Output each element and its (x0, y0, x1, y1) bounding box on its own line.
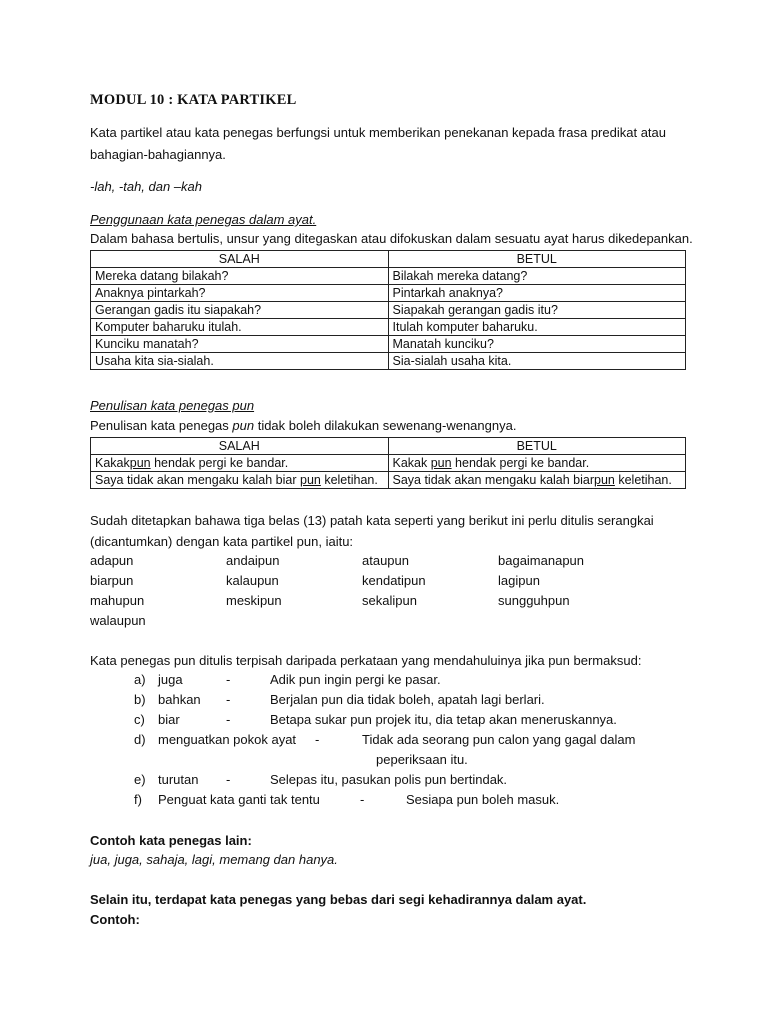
cell-salah: Usaha kita sia-sialah. (91, 353, 389, 370)
cell-salah (91, 472, 389, 489)
section2-text-before: Penulisan kata penegas (90, 418, 233, 433)
list-term: biar (158, 712, 180, 727)
word-item: kendatipun (362, 573, 426, 588)
cell-underlined-text: pun (129, 456, 151, 470)
word-item: andaipun (226, 553, 280, 568)
section1-heading: Penggunaan kata penegas dalam ayat. (90, 212, 317, 227)
list-marker: e) (134, 772, 146, 787)
cell-underlined-text: pun (430, 456, 452, 470)
word-item: sungguhpun (498, 593, 570, 608)
list-dash: - (226, 692, 231, 707)
cell-salah (91, 455, 389, 472)
table-header-row (91, 438, 686, 455)
other-particles-heading: Contoh kata penegas lain: (90, 833, 252, 848)
section3-line-1: Sudah ditetapkan bahawa tiga belas (13) patah kata seperti yang berikut ini perlu ditulis serangkai (90, 513, 654, 528)
list-item (90, 690, 710, 710)
table-row (91, 472, 686, 489)
table-row (91, 336, 686, 353)
word-item: lagipun (498, 573, 540, 588)
list-item (90, 710, 710, 730)
cell-text: keletihan. (320, 473, 378, 487)
cell-text: keletihan. (614, 473, 672, 487)
cell-underlined-text: pun (300, 473, 321, 487)
cell-salah: Komputer baharuku itulah. (91, 319, 389, 336)
table-row (91, 353, 686, 370)
cell-betul: Bilakah mereka datang? (388, 268, 686, 285)
serangkai-word-grid (90, 551, 650, 631)
list-marker: f) (134, 792, 142, 807)
cell-text: Kakak (95, 456, 130, 470)
list-term: turutan (158, 772, 199, 787)
cell-betul: Pintarkah anaknya? (388, 285, 686, 302)
cell-betul: Siapakah gerangan gadis itu? (388, 302, 686, 319)
list-dash: - (226, 772, 231, 787)
table-pun (90, 437, 686, 489)
list-marker: d) (134, 732, 146, 747)
closing-heading: Contoh: (90, 912, 140, 927)
closing-text: Selain itu, terdapat kata penegas yang bebas dari segi kehadirannya dalam ayat. (90, 892, 587, 907)
list-example: Selepas itu, pasukan polis pun bertindak. (270, 772, 508, 787)
table-kata-tanya (90, 250, 686, 370)
list-example: Berjalan pun dia tidak boleh, apatah lagi berlari. (270, 692, 545, 707)
section2-heading: Penulisan kata penegas pun (90, 398, 255, 413)
list-term: menguatkan pokok ayat (158, 732, 297, 747)
header-betul: BETUL (388, 438, 686, 455)
cell-underlined-text: pun (594, 473, 615, 487)
cell-text: hendak pergi ke bandar. (150, 456, 289, 470)
word-item: bagaimanapun (498, 553, 585, 568)
section3-line-2: (dicantumkan) dengan kata partikel pun, iaitu: (90, 534, 354, 549)
cell-salah: Gerangan gadis itu siapakah? (91, 302, 389, 319)
list-marker: a) (134, 672, 146, 687)
cell-betul: Itulah komputer baharuku. (388, 319, 686, 336)
cell-text: Saya tidak akan mengaku kalah biar (95, 473, 300, 487)
section1-text: Dalam bahasa bertulis, unsur yang ditegaskan atau difokuskan dalam sesuatu ayat harus dikedepankan. (90, 231, 693, 246)
cell-salah: Anaknya pintarkah? (91, 285, 389, 302)
list-item (90, 790, 710, 810)
header-salah: SALAH (91, 251, 389, 268)
intro-line-1: Kata partikel atau kata penegas berfungsi untuk memberikan penekanan kepada frasa predikat atau (90, 125, 666, 140)
word-item: walaupun (90, 613, 146, 628)
list-dash: - (315, 732, 320, 747)
list-term: juga (158, 672, 183, 687)
list-term: bahkan (158, 692, 201, 707)
list-example: Tidak ada seorang pun calon yang gagal dalam (362, 732, 636, 747)
table-header-row (91, 251, 686, 268)
section2-text-after: tidak boleh dilakukan sewenang-wenangnya. (254, 418, 517, 433)
header-betul: BETUL (388, 251, 686, 268)
section4-text: Kata penegas pun ditulis terpisah daripada perkataan yang mendahuluinya jika pun bermaksud: (90, 653, 642, 668)
table-row (91, 302, 686, 319)
intro-line-2: bahagian-bahagiannya. (90, 147, 226, 162)
header-salah: SALAH (91, 438, 389, 455)
word-item: kalaupun (226, 573, 279, 588)
cell-salah: Mereka datang bilakah? (91, 268, 389, 285)
cell-salah: Kunciku manatah? (91, 336, 389, 353)
list-dash: - (226, 672, 231, 687)
module-title: MODUL 10 : KATA PARTIKEL (90, 92, 297, 108)
word-item: sekalipun (362, 593, 417, 608)
table-row (91, 285, 686, 302)
word-item: biarpun (90, 573, 134, 588)
section2-text (90, 415, 516, 436)
list-term: Penguat kata ganti tak tentu (158, 792, 320, 807)
cell-betul (388, 472, 686, 489)
list-dash: - (226, 712, 231, 727)
table-row (91, 455, 686, 472)
pun-usage-list (90, 670, 710, 810)
word-item: adapun (90, 553, 134, 568)
table-row (91, 319, 686, 336)
table-row (91, 268, 686, 285)
list-marker: b) (134, 692, 146, 707)
list-example-continuation: peperiksaan itu. (376, 752, 468, 767)
word-item: mahupun (90, 593, 145, 608)
cell-betul: Sia-sialah usaha kita. (388, 353, 686, 370)
list-item (90, 730, 710, 750)
list-marker: c) (134, 712, 145, 727)
list-example: Sesiapa pun boleh masuk. (406, 792, 560, 807)
list-example: Betapa sukar pun projek itu, dia tetap akan meneruskannya. (270, 712, 617, 727)
list-item (90, 770, 710, 790)
particle-suffixes: -lah, -tah, dan –kah (90, 179, 203, 194)
list-item (90, 670, 710, 690)
cell-betul: Manatah kunciku? (388, 336, 686, 353)
cell-text: Kakak (392, 456, 431, 470)
word-item: meskipun (226, 593, 282, 608)
list-example: Adik pun ingin pergi ke pasar. (270, 672, 441, 687)
cell-betul (388, 455, 686, 472)
other-particles-list: jua, juga, sahaja, lagi, memang dan hanya. (90, 852, 338, 867)
list-dash: - (360, 792, 365, 807)
cell-text: Saya tidak akan mengaku kalah biar (392, 473, 595, 487)
cell-text: hendak pergi ke bandar. (451, 456, 590, 470)
list-item-continuation (90, 750, 710, 770)
word-item: ataupun (362, 553, 409, 568)
section2-text-emphasis: pun (232, 418, 255, 433)
